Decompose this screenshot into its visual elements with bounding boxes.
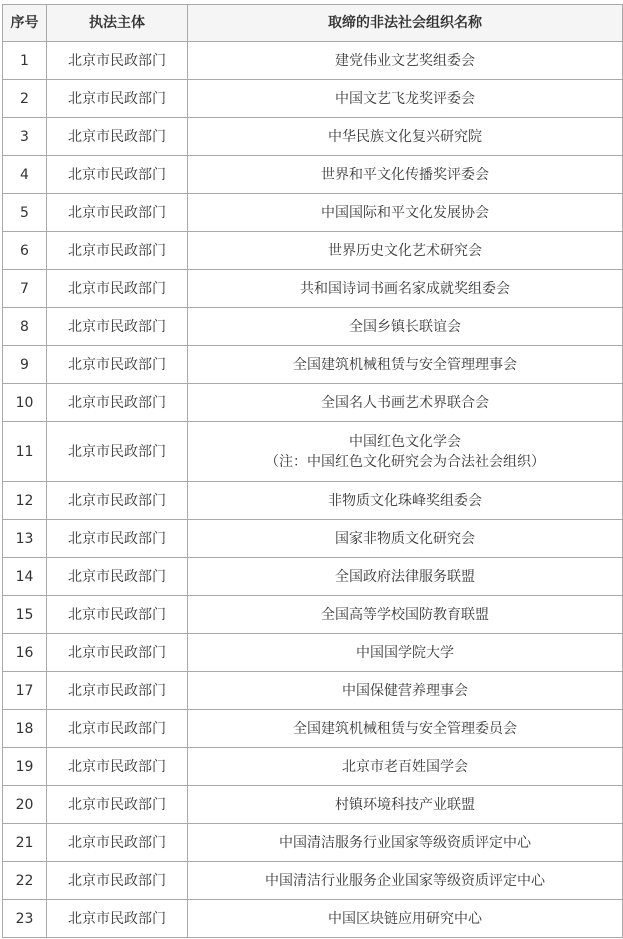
row-agency: 北京市民政部门 — [47, 748, 188, 786]
row-agency: 北京市民政部门 — [47, 786, 188, 824]
row-org-name — [188, 80, 623, 118]
row-agency: 北京市民政部门 — [47, 118, 188, 156]
row-number: 22 — [3, 862, 47, 900]
row-number: 20 — [3, 786, 47, 824]
header-org-name: 取缔的非法社会组织名称 — [188, 5, 623, 42]
table-row — [3, 824, 623, 862]
table-row — [3, 634, 623, 672]
org-name-text: 中国清洁行业服务企业国家等级资质评定中心 — [265, 872, 545, 889]
row-number: 6 — [3, 232, 47, 270]
row-number: 17 — [3, 672, 47, 710]
table-row — [3, 194, 623, 232]
row-org-name — [188, 232, 623, 270]
table-row — [3, 270, 623, 308]
row-number: 3 — [3, 118, 47, 156]
org-name-text: 中国红色文化学会 — [349, 433, 461, 450]
org-name-text: 国家非物质文化研究会 — [335, 530, 475, 547]
row-agency: 北京市民政部门 — [47, 232, 188, 270]
row-org-name — [188, 710, 623, 748]
table-row — [3, 232, 623, 270]
row-number: 14 — [3, 558, 47, 596]
table-row — [3, 862, 623, 900]
table-row — [3, 308, 623, 346]
table-row — [3, 558, 623, 596]
row-agency: 北京市民政部门 — [47, 308, 188, 346]
row-org-name — [188, 634, 623, 672]
row-agency: 北京市民政部门 — [47, 634, 188, 672]
table-row — [3, 482, 623, 520]
row-org-name — [188, 786, 623, 824]
table-row — [3, 748, 623, 786]
row-number: 10 — [3, 384, 47, 422]
org-name-text: 中国区块链应用研究中心 — [328, 910, 482, 927]
row-number: 12 — [3, 482, 47, 520]
org-name-text: 全国高等学校国防教育联盟 — [321, 606, 489, 623]
org-name-text: 世界和平文化传播奖评委会 — [321, 166, 489, 183]
org-note-text: （注：中国红色文化研究会为合法社会组织） — [265, 453, 545, 470]
row-agency: 北京市民政部门 — [47, 672, 188, 710]
row-org-name — [188, 482, 623, 520]
row-number: 9 — [3, 346, 47, 384]
row-agency: 北京市民政部门 — [47, 194, 188, 232]
row-agency: 北京市民政部门 — [47, 42, 188, 80]
row-org-name — [188, 194, 623, 232]
row-agency: 北京市民政部门 — [47, 862, 188, 900]
row-org-name — [188, 558, 623, 596]
row-number: 15 — [3, 596, 47, 634]
row-agency: 北京市民政部门 — [47, 482, 188, 520]
row-number: 18 — [3, 710, 47, 748]
row-agency: 北京市民政部门 — [47, 80, 188, 118]
row-org-name — [188, 596, 623, 634]
table-row — [3, 520, 623, 558]
header-no: 序号 — [3, 5, 47, 42]
row-agency: 北京市民政部门 — [47, 710, 188, 748]
table-body — [3, 42, 623, 938]
table-row — [3, 118, 623, 156]
row-number: 19 — [3, 748, 47, 786]
row-agency: 北京市民政部门 — [47, 422, 188, 482]
row-number: 5 — [3, 194, 47, 232]
row-agency: 北京市民政部门 — [47, 558, 188, 596]
row-org-name — [188, 520, 623, 558]
row-org-name — [188, 308, 623, 346]
row-org-name — [188, 900, 623, 938]
row-agency: 北京市民政部门 — [47, 824, 188, 862]
row-number: 2 — [3, 80, 47, 118]
row-number: 11 — [3, 422, 47, 482]
org-name-text: 建党伟业文艺奖组委会 — [335, 52, 475, 69]
row-agency: 北京市民政部门 — [47, 520, 188, 558]
row-number: 8 — [3, 308, 47, 346]
row-number: 7 — [3, 270, 47, 308]
table-row — [3, 422, 623, 482]
org-name-text: 北京市老百姓国学会 — [342, 758, 468, 775]
org-name-text: 中华民族文化复兴研究院 — [328, 128, 482, 145]
org-name-text: 全国政府法律服务联盟 — [335, 568, 475, 585]
table-row — [3, 672, 623, 710]
row-org-name — [188, 748, 623, 786]
table-row — [3, 384, 623, 422]
row-agency: 北京市民政部门 — [47, 596, 188, 634]
row-agency: 北京市民政部门 — [47, 900, 188, 938]
org-name-text: 全国建筑机械租赁与安全管理理事会 — [293, 356, 517, 373]
table-row — [3, 346, 623, 384]
row-agency: 北京市民政部门 — [47, 270, 188, 308]
row-number: 21 — [3, 824, 47, 862]
row-agency: 北京市民政部门 — [47, 346, 188, 384]
row-org-name — [188, 118, 623, 156]
org-name-text: 中国文艺飞龙奖评委会 — [335, 90, 475, 107]
org-name-text: 中国国际和平文化发展协会 — [321, 204, 489, 221]
row-org-name — [188, 270, 623, 308]
row-org-name — [188, 824, 623, 862]
org-name-text: 中国清洁服务行业国家等级资质评定中心 — [279, 834, 531, 851]
row-org-name — [188, 384, 623, 422]
org-name-text: 全国建筑机械租赁与安全管理委员会 — [293, 720, 517, 737]
org-name-text: 非物质文化珠峰奖组委会 — [328, 492, 482, 509]
row-agency: 北京市民政部门 — [47, 156, 188, 194]
row-agency: 北京市民政部门 — [47, 384, 188, 422]
table-row — [3, 710, 623, 748]
row-number: 16 — [3, 634, 47, 672]
table-header-row — [3, 5, 623, 42]
row-number: 4 — [3, 156, 47, 194]
org-name-text: 村镇环境科技产业联盟 — [335, 796, 475, 813]
org-name-text: 共和国诗词书画名家成就奖组委会 — [300, 280, 510, 297]
illegal-organizations-table — [2, 4, 623, 938]
table-row — [3, 596, 623, 634]
table-row — [3, 786, 623, 824]
row-number: 13 — [3, 520, 47, 558]
table-row — [3, 80, 623, 118]
row-org-name — [188, 862, 623, 900]
row-org-name — [188, 346, 623, 384]
row-org-name — [188, 42, 623, 80]
org-name-text: 世界历史文化艺术研究会 — [328, 242, 482, 259]
org-name-text: 全国乡镇长联谊会 — [349, 318, 461, 335]
row-number: 1 — [3, 42, 47, 80]
table-row — [3, 42, 623, 80]
org-name-text: 中国国学院大学 — [356, 644, 454, 661]
org-name-text: 中国保健营养理事会 — [342, 682, 468, 699]
row-org-name — [188, 672, 623, 710]
table-row — [3, 900, 623, 938]
header-agency: 执法主体 — [47, 5, 188, 42]
org-name-text: 全国名人书画艺术界联合会 — [321, 394, 489, 411]
table-row — [3, 156, 623, 194]
row-number: 23 — [3, 900, 47, 938]
row-org-name — [188, 156, 623, 194]
row-org-name — [188, 422, 623, 482]
